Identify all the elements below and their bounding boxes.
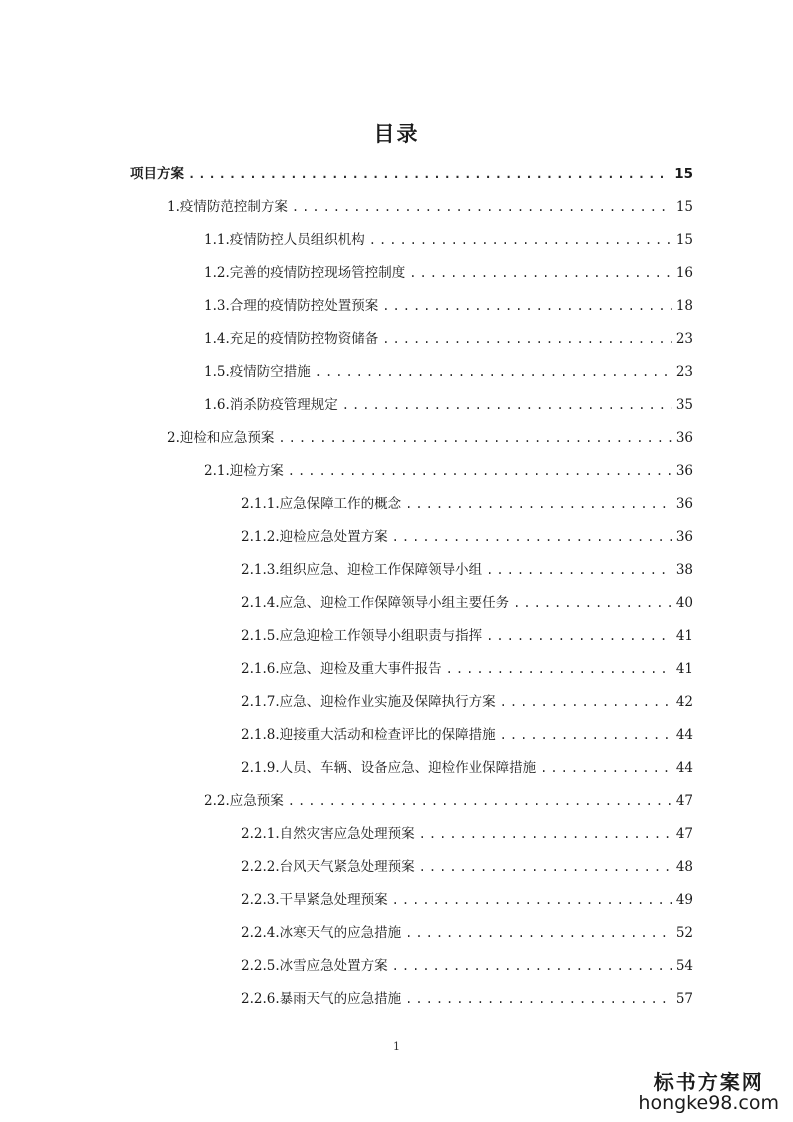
toc-entry[interactable] [0,851,793,884]
toc-dot-leader [382,290,672,323]
toc-entry-text: 2.1.迎检方案 [204,463,284,479]
toc-entry-page: 47 [675,793,693,809]
toc-entry[interactable] [0,455,793,488]
toc-entry-text: 2.1.9.人员、车辆、设备应急、迎检作业保障措施 [241,760,537,776]
toc-entry-page: 38 [675,562,693,578]
toc-entry-page: 18 [675,298,693,314]
toc-dot-leader [540,752,672,785]
toc-entry[interactable] [0,752,793,785]
toc-entry-text: 2.迎检和应急预案 [167,430,275,446]
toc-entry[interactable] [0,983,793,1016]
watermark-name: 标书方案网 [653,1070,764,1095]
toc-dot-leader [188,158,670,191]
toc-entry[interactable] [0,917,793,950]
toc-dot-leader [409,257,672,290]
toc-entry-page: 40 [675,595,693,611]
toc-entry-text: 2.1.6.应急、迎检及重大事件报告 [241,661,442,677]
toc-entry[interactable] [0,290,793,323]
toc-dot-leader [405,983,672,1016]
toc-entry-page: 36 [675,463,693,479]
toc-dot-leader [500,686,672,719]
toc-entry-page: 48 [675,859,693,875]
toc-dot-leader [288,785,672,818]
toc-dot-leader [405,488,672,521]
toc-entry[interactable] [0,158,793,191]
toc-entry[interactable] [0,389,793,422]
toc-dot-leader [288,455,672,488]
toc-entry[interactable] [0,224,793,257]
toc-entry-text: 2.1.4.应急、迎检工作保障领导小组主要任务 [241,595,510,611]
page-title: 目录 [373,122,420,146]
toc-entry[interactable] [0,950,793,983]
toc-entry[interactable] [0,323,793,356]
toc-entry-text: 2.1.3.组织应急、迎检工作保障领导小组 [241,562,483,578]
toc-entry-text: 2.2.2.台风天气紧急处理预案 [241,859,415,875]
toc-entry-text: 2.1.7.应急、迎检作业实施及保障执行方案 [241,694,496,710]
toc-entry-text: 1.5.疫情防空措施 [204,364,311,380]
toc-dot-leader [446,653,672,686]
toc-entry-text: 2.1.2.迎检应急处置方案 [241,529,388,545]
toc-entry[interactable] [0,587,793,620]
toc-entry[interactable] [0,620,793,653]
toc-entry[interactable] [0,686,793,719]
toc-dot-leader [419,818,672,851]
toc-entry-text: 2.1.8.迎接重大活动和检查评比的保障措施 [241,727,496,743]
toc-entry-page: 16 [675,265,693,281]
toc-dot-leader [382,323,672,356]
toc-dot-leader [369,224,672,257]
toc-entry-page: 15 [675,199,693,215]
toc-entry-page: 44 [675,760,693,776]
toc-entry[interactable] [0,422,793,455]
toc-entry-page: 47 [675,826,693,842]
toc-dot-leader [342,389,672,422]
toc-entry-page: 44 [675,727,693,743]
toc-entry-page: 15 [675,232,693,248]
toc-dot-leader [486,620,672,653]
table-of-contents [0,158,793,1016]
toc-entry-text: 1.2.完善的疫情防控现场管控制度 [204,265,406,281]
toc-entry-text: 2.2.1.自然灾害应急处理预案 [241,826,415,842]
toc-entry-page: 52 [675,925,693,941]
toc-entry[interactable] [0,653,793,686]
toc-entry[interactable] [0,521,793,554]
toc-entry[interactable] [0,818,793,851]
toc-entry-text: 1.1.疫情防控人员组织机构 [204,232,365,248]
toc-entry-page: 36 [675,496,693,512]
toc-dot-leader [486,554,672,587]
page-number: 1 [393,1040,400,1053]
toc-entry-text: 1.3.合理的疫情防控处置预案 [204,298,379,314]
toc-entry[interactable] [0,884,793,917]
toc-dot-leader [292,191,672,224]
toc-entry[interactable] [0,785,793,818]
toc-entry-page: 49 [675,892,693,908]
toc-entry-text: 项目方案 [130,166,184,182]
toc-entry[interactable] [0,719,793,752]
toc-entry[interactable] [0,488,793,521]
toc-entry-page: 36 [675,430,693,446]
toc-entry-page: 23 [675,364,693,380]
toc-dot-leader [500,719,672,752]
toc-entry[interactable] [0,191,793,224]
toc-entry-text: 2.2.5.冰雪应急处置方案 [241,958,388,974]
toc-entry-page: 15 [674,166,693,182]
toc-entry-text: 2.2.6.暴雨天气的应急措施 [241,991,402,1007]
toc-entry-text: 1.疫情防范控制方案 [167,199,288,215]
toc-dot-leader [419,851,672,884]
toc-dot-leader [392,884,672,917]
toc-dot-leader [405,917,672,950]
toc-dot-leader [315,356,672,389]
toc-entry-page: 54 [675,958,693,974]
toc-entry[interactable] [0,257,793,290]
toc-entry-page: 41 [675,628,693,644]
toc-dot-leader [392,950,672,983]
toc-entry-page: 42 [675,694,693,710]
toc-entry-text: 2.2.应急预案 [204,793,284,809]
toc-entry-page: 35 [675,397,693,413]
toc-entry-page: 23 [675,331,693,347]
toc-entry[interactable] [0,356,793,389]
toc-entry-page: 36 [675,529,693,545]
toc-entry-text: 2.1.1.应急保障工作的概念 [241,496,402,512]
toc-entry-text: 1.6.消杀防疫管理规定 [204,397,338,413]
toc-entry-text: 1.4.充足的疫情防控物资储备 [204,331,379,347]
toc-entry-text: 2.2.4.冰寒天气的应急措施 [241,925,402,941]
toc-dot-leader [513,587,672,620]
toc-entry[interactable] [0,554,793,587]
toc-entry-text: 2.2.3.干旱紧急处理预案 [241,892,388,908]
toc-entry-text: 2.1.5.应急迎检工作领导小组职责与指挥 [241,628,483,644]
watermark-logo [638,1071,779,1114]
toc-dot-leader [278,422,671,455]
toc-dot-leader [392,521,672,554]
toc-entry-page: 41 [675,661,693,677]
toc-entry-page: 57 [675,991,693,1007]
watermark-url: hongke98.com [638,1092,779,1115]
